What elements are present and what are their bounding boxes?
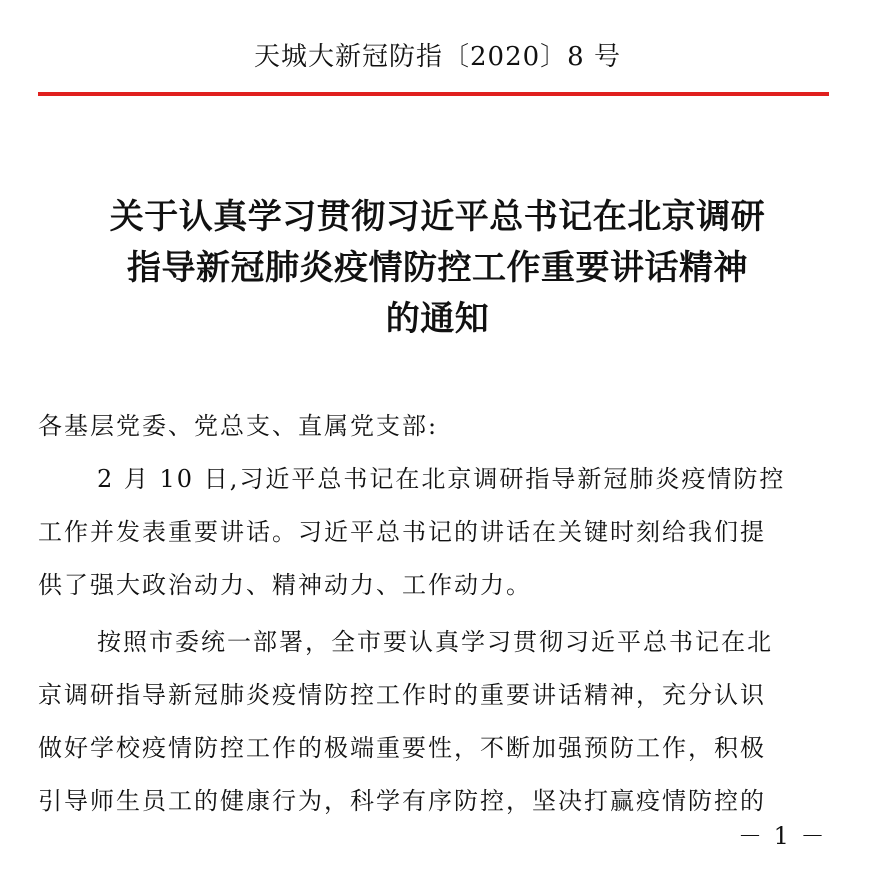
document-number: 天城大新冠防指〔2020〕8 号 — [254, 42, 621, 72]
title-line: 的通知 — [385, 299, 490, 339]
paragraph-line: 供了强大政治动力、精神动力、工作动力。 — [38, 571, 532, 599]
paragraph-line: 2 月 10 日,习近平总书记在北京调研指导新冠肺炎疫情防控 — [97, 465, 786, 493]
title-line: 指导新冠肺炎疫情防控工作重要讲话精神 — [127, 248, 748, 288]
paragraph-line: 做好学校疫情防控工作的极端重要性，不断加强预防工作，积极 — [38, 734, 766, 762]
paragraph-line: 工作并发表重要讲话。习近平总书记的讲话在关键时刻给我们提 — [38, 518, 766, 546]
page-number: － 1 － — [738, 822, 827, 850]
red-header-rule — [38, 92, 829, 96]
paragraph-line: 引导师生员工的健康行为，科学有序防控，坚决打赢疫情防控的 — [38, 787, 766, 815]
paragraph-1 — [38, 453, 838, 612]
paragraph-line: 按照市委统一部署，全市要认真学习贯彻习近平总书记在北 — [97, 628, 773, 656]
document-title — [30, 192, 845, 345]
paragraph-2 — [38, 616, 838, 828]
document-body — [38, 400, 838, 828]
salutation: 各基层党委、党总支、直属党支部: — [38, 412, 439, 440]
paragraph-line: 京调研指导新冠肺炎疫情防控工作时的重要讲话精神，充分认识 — [38, 681, 766, 709]
title-line: 关于认真学习贯彻习近平总书记在北京调研 — [109, 197, 766, 237]
